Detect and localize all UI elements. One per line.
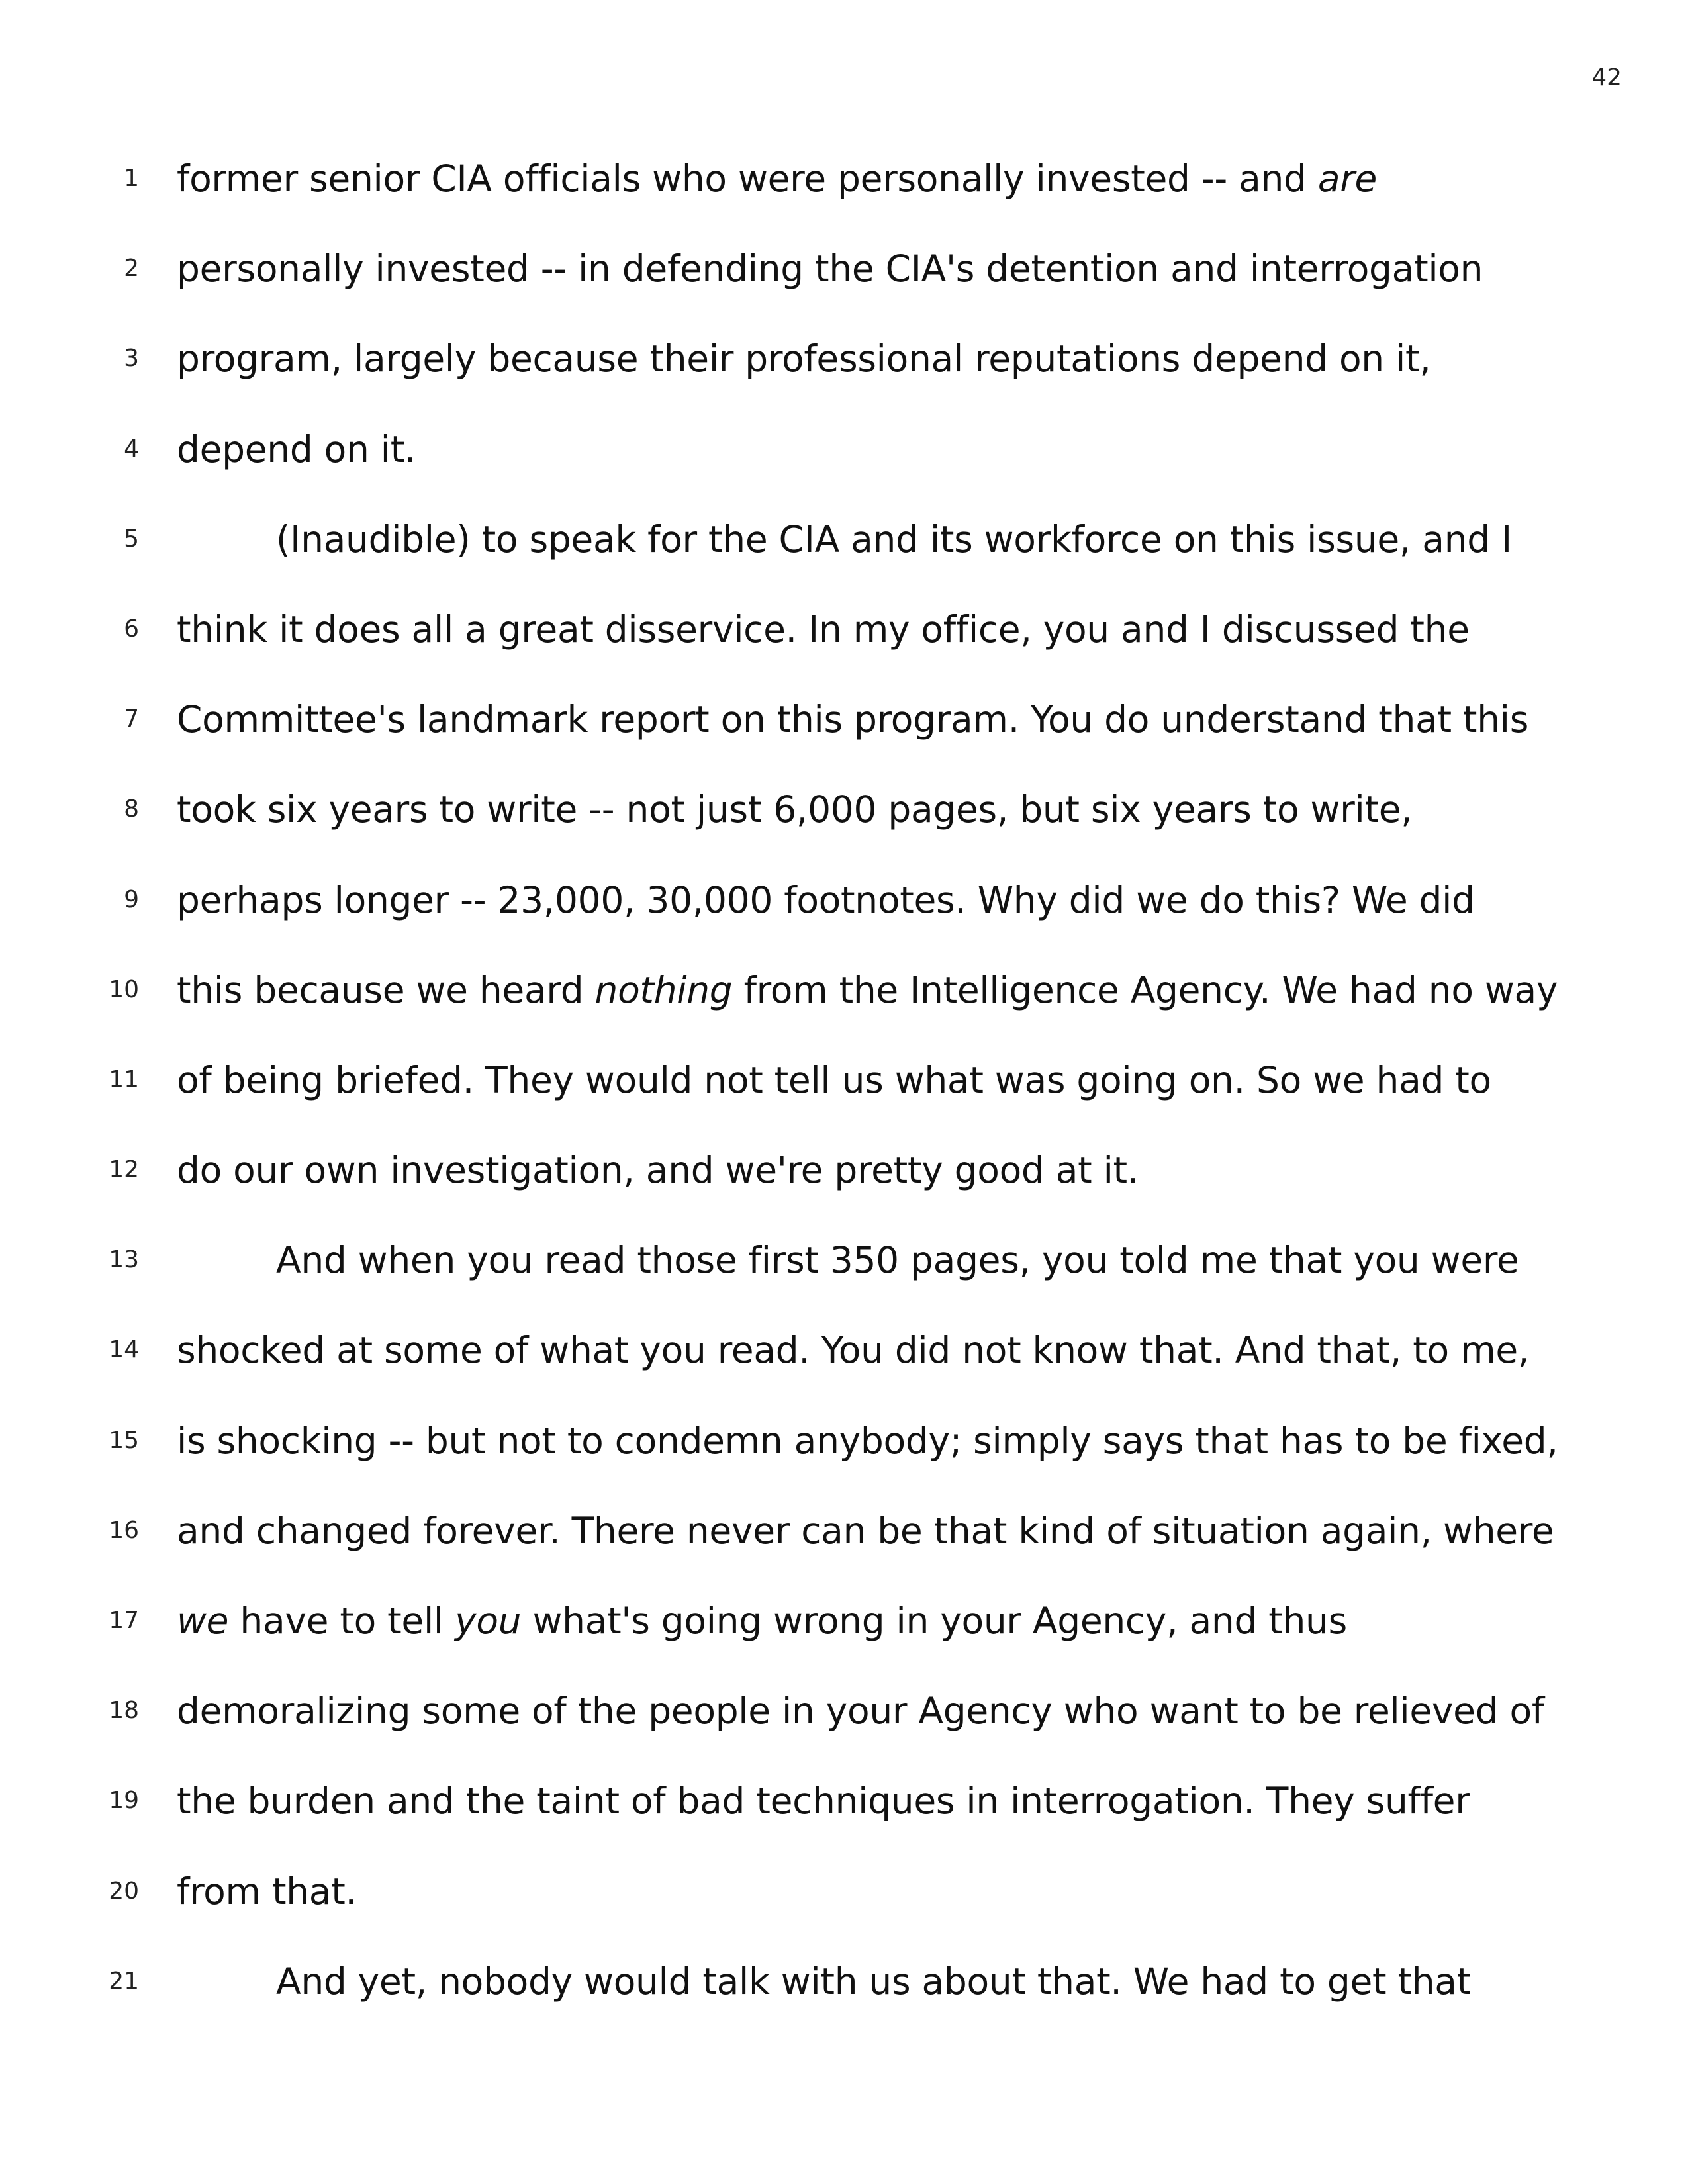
line-text bbox=[177, 152, 1377, 205]
emphasized-text: we bbox=[177, 1600, 229, 1642]
transcript-line bbox=[0, 242, 1688, 332]
text-segment: And yet, nobody would talk with us about that. We had to get that bbox=[276, 1960, 1471, 2003]
text-segment: shocked at some of what you read. You did not know that. And that, to me, bbox=[177, 1329, 1530, 1372]
text-segment: is shocking -- but not to condemn anybody; simply says that has to be fixed, bbox=[177, 1419, 1558, 1462]
line-number: 8 bbox=[124, 796, 139, 823]
line-number: 15 bbox=[109, 1426, 139, 1454]
transcript-line bbox=[0, 1684, 1688, 1774]
line-number: 1 bbox=[124, 165, 139, 192]
text-segment: of being briefed. They would not tell us what was going on. So we had to bbox=[177, 1058, 1491, 1101]
line-number: 18 bbox=[109, 1697, 139, 1725]
transcript-line bbox=[0, 332, 1688, 422]
line-text bbox=[177, 783, 1412, 836]
line-text bbox=[177, 1684, 1544, 1737]
transcript-line bbox=[0, 964, 1688, 1054]
line-number: 4 bbox=[124, 435, 139, 463]
transcript-line bbox=[0, 513, 1688, 603]
text-segment: perhaps longer -- 23,000, 30,000 footnotes. Why did we do this? We did bbox=[177, 878, 1475, 921]
text-segment: do our own investigation, and we're pretty good at it. bbox=[177, 1149, 1139, 1192]
line-text bbox=[177, 423, 416, 476]
line-number: 17 bbox=[109, 1607, 139, 1634]
line-number: 14 bbox=[109, 1336, 139, 1364]
transcript-line bbox=[0, 1594, 1688, 1684]
line-text bbox=[177, 1144, 1139, 1197]
line-text bbox=[177, 1594, 1347, 1647]
line-number: 12 bbox=[109, 1156, 139, 1184]
line-number: 2 bbox=[124, 255, 139, 283]
line-text bbox=[177, 242, 1483, 295]
line-text bbox=[177, 1865, 357, 1918]
text-segment: have to tell bbox=[228, 1600, 455, 1642]
text-segment: Committee's landmark report on this program. You do understand that this bbox=[177, 698, 1529, 741]
line-text bbox=[177, 964, 1558, 1017]
line-number: 9 bbox=[124, 886, 139, 913]
transcript-line bbox=[0, 603, 1688, 693]
emphasized-text: nothing bbox=[594, 968, 733, 1011]
transcript-line bbox=[0, 1234, 1688, 1324]
text-segment: the burden and the taint of bad techniques in interrogation. They suffer bbox=[177, 1780, 1470, 1823]
line-number: 21 bbox=[109, 1967, 139, 1995]
transcript-line bbox=[0, 1774, 1688, 1864]
line-text bbox=[177, 1324, 1529, 1377]
transcript-line bbox=[0, 423, 1688, 513]
transcript-line bbox=[0, 1324, 1688, 1414]
transcript-line bbox=[0, 693, 1688, 783]
line-number: 10 bbox=[109, 976, 139, 1003]
line-text bbox=[177, 1774, 1470, 1827]
line-text bbox=[177, 1504, 1554, 1557]
line-text bbox=[276, 1955, 1471, 2008]
line-number: 13 bbox=[109, 1246, 139, 1274]
line-text bbox=[177, 1414, 1558, 1467]
text-segment: from the Intelligence Agency. We had no way bbox=[732, 968, 1558, 1011]
transcript-line bbox=[0, 1865, 1688, 1955]
transcript-line bbox=[0, 783, 1688, 873]
text-segment: from that. bbox=[177, 1870, 357, 1913]
line-text bbox=[276, 1234, 1519, 1287]
text-segment: and changed forever. There never can be that kind of situation again, where bbox=[177, 1509, 1554, 1552]
line-text bbox=[177, 1054, 1491, 1107]
transcript-line bbox=[0, 1054, 1688, 1144]
text-segment: personally invested -- in defending the CIA's detention and interrogation bbox=[177, 248, 1483, 291]
transcript-line bbox=[0, 1504, 1688, 1594]
text-segment: former senior CIA officials who were personally invested -- and bbox=[177, 158, 1318, 200]
text-segment: demoralizing some of the people in your Agency who want to be relieved of bbox=[177, 1690, 1544, 1733]
text-segment: this because we heard bbox=[177, 968, 595, 1011]
transcript-line bbox=[0, 152, 1688, 242]
text-segment: what's going wrong in your Agency, and thus bbox=[521, 1600, 1347, 1642]
text-segment: think it does all a great disservice. In my office, you and I discussed the bbox=[177, 608, 1470, 651]
line-number: 20 bbox=[109, 1877, 139, 1905]
line-text bbox=[276, 513, 1512, 566]
line-number: 7 bbox=[124, 705, 139, 733]
line-text bbox=[177, 603, 1470, 656]
transcript-body bbox=[0, 152, 1688, 2045]
line-text bbox=[177, 693, 1528, 746]
transcript-line bbox=[0, 1414, 1688, 1504]
text-segment: depend on it. bbox=[177, 428, 416, 471]
line-number: 6 bbox=[124, 615, 139, 643]
text-segment: program, largely because their professional reputations depend on it, bbox=[177, 338, 1431, 381]
line-number: 5 bbox=[124, 525, 139, 553]
line-text bbox=[177, 332, 1430, 385]
line-number: 3 bbox=[124, 345, 139, 373]
emphasized-text: you bbox=[455, 1600, 522, 1642]
text-segment: (Inaudible) to speak for the CIA and its workforce on this issue, and I bbox=[276, 518, 1512, 561]
line-number: 16 bbox=[109, 1516, 139, 1544]
text-segment: And when you read those first 350 pages, you told me that you were bbox=[276, 1239, 1519, 1282]
line-text bbox=[177, 874, 1475, 927]
line-number: 11 bbox=[109, 1066, 139, 1093]
transcript-line bbox=[0, 1955, 1688, 2045]
emphasized-text: are bbox=[1317, 158, 1378, 200]
line-number: 19 bbox=[109, 1787, 139, 1815]
page-number: 42 bbox=[1591, 64, 1622, 91]
text-segment: took six years to write -- not just 6,000 pages, but six years to write, bbox=[177, 788, 1413, 831]
transcript-line bbox=[0, 1144, 1688, 1234]
transcript-line bbox=[0, 874, 1688, 964]
